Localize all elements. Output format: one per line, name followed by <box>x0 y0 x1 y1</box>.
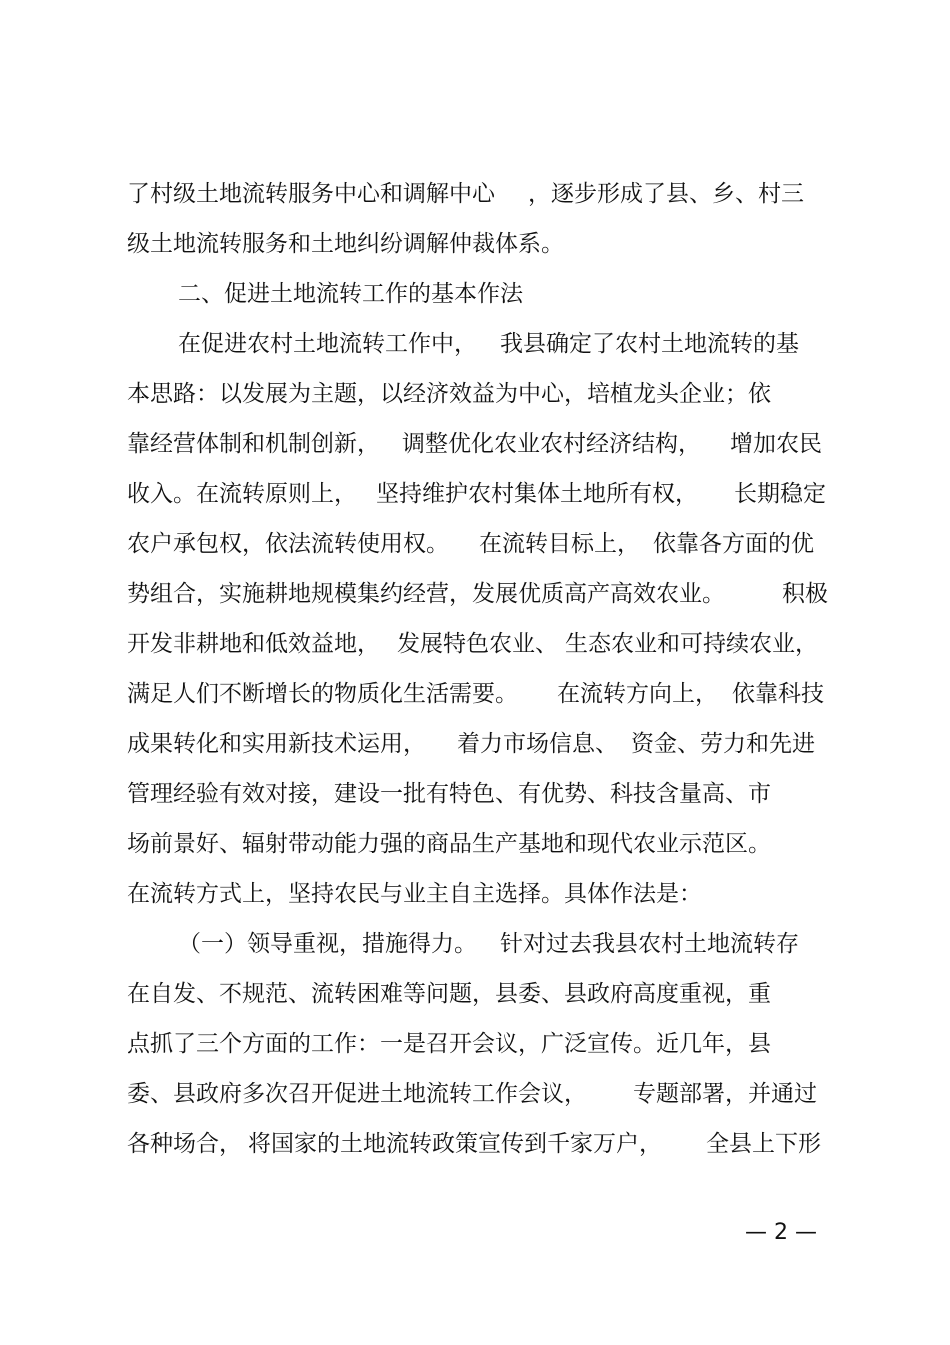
text-segment: （一）领导重视，措施得力。 <box>178 931 477 957</box>
text-segment: 点抓了三个方面的工作：一是召开会议，广泛宣传。近几年，县 <box>127 1031 771 1057</box>
text-segment: 我县确定了农村土地流转的基 <box>500 331 799 357</box>
text-segment: 各种场合， <box>127 1131 242 1157</box>
text-segment: 级土地流转服务和土地纠纷调解仲裁体系。 <box>127 231 564 257</box>
text-segment: 全县上下形 <box>706 1131 821 1157</box>
text-line <box>0 824 950 864</box>
text-line <box>0 324 950 364</box>
text-line <box>0 1124 950 1164</box>
section-heading <box>0 274 950 314</box>
text-segment: 依靠科技 <box>732 681 824 707</box>
text-segment: 开发非耕地和低效益地， <box>127 631 380 657</box>
text-segment: 在流转目标上， <box>479 531 640 557</box>
subsection-heading <box>0 924 950 964</box>
text-line <box>0 224 950 264</box>
text-line <box>0 624 950 664</box>
text-segment: 生态农业和可持续农业， <box>565 631 818 657</box>
text-segment: 管理经验有效对接，建设一批有特色、有优势、科技含量高、市 <box>127 781 771 807</box>
text-segment: 成果转化和实用新技术运用， <box>127 731 426 757</box>
text-line <box>0 524 950 564</box>
text-segment: 在流转方向上， <box>557 681 718 707</box>
text-line <box>0 724 950 764</box>
text-line <box>0 374 950 414</box>
text-segment: 在流转方式上，坚持农民与业主自主选择。具体作法是： <box>127 881 702 907</box>
text-line <box>0 774 950 814</box>
text-segment: 坚持维护农村集体土地所有权， <box>376 481 698 507</box>
text-segment: 专题部署，并通过 <box>633 1081 817 1107</box>
text-line <box>0 424 950 464</box>
text-segment: 靠经营体制和机制创新， <box>127 431 380 457</box>
text-segment: 场前景好、辐射带动能力强的商品生产基地和现代农业示范区。 <box>127 831 771 857</box>
text-segment: 着力市场信息、 <box>457 731 618 757</box>
text-line <box>0 874 950 914</box>
text-segment: 针对过去我县农村土地流转存 <box>500 931 799 957</box>
text-line <box>0 574 950 614</box>
text-segment: 满足人们不断增长的物质化生活需要。 <box>127 681 518 707</box>
text-line <box>0 1074 950 1114</box>
text-segment: 本思路：以发展为主题，以经济效益为中心，培植龙头企业；依 <box>127 381 771 407</box>
text-segment: 在自发、不规范、流转困难等问题，县委、县政府高度重视，重 <box>127 981 771 1007</box>
text-segment: 积极 <box>782 581 828 607</box>
text-segment: 委、县政府多次召开促进土地流转工作会议， <box>127 1081 587 1107</box>
text-segment: ，逐步形成了县、乡、村三 <box>528 181 804 207</box>
text-segment: 发展特色农业、 <box>397 631 558 657</box>
text-line <box>0 474 950 514</box>
text-line <box>0 174 950 214</box>
text-segment: 二、促进土地流转工作的基本作法 <box>178 281 523 307</box>
text-segment: 增加农民 <box>730 431 822 457</box>
text-segment: 收入。在流转原则上， <box>127 481 357 507</box>
text-segment: 了村级土地流转服务中心和调解中心 <box>127 181 495 207</box>
text-segment: 势组合，实施耕地规模集约经营，发展优质高产高效农业。 <box>127 581 725 607</box>
text-line <box>0 974 950 1014</box>
page-number: — 2 — <box>745 1220 817 1245</box>
text-line <box>0 674 950 714</box>
text-segment: 将国家的土地流转政策宣传到千家万户， <box>248 1131 662 1157</box>
text-segment: 在促进农村土地流转工作中， <box>178 331 477 357</box>
text-segment: 资金、劳力和先进 <box>631 731 815 757</box>
text-line <box>0 1024 950 1064</box>
text-segment: 长期稳定 <box>734 481 826 507</box>
text-segment: 依靠各方面的优 <box>653 531 814 557</box>
text-segment: 调整优化农业农村经济结构， <box>402 431 701 457</box>
text-segment: 农户承包权，依法流转使用权。 <box>127 531 449 557</box>
